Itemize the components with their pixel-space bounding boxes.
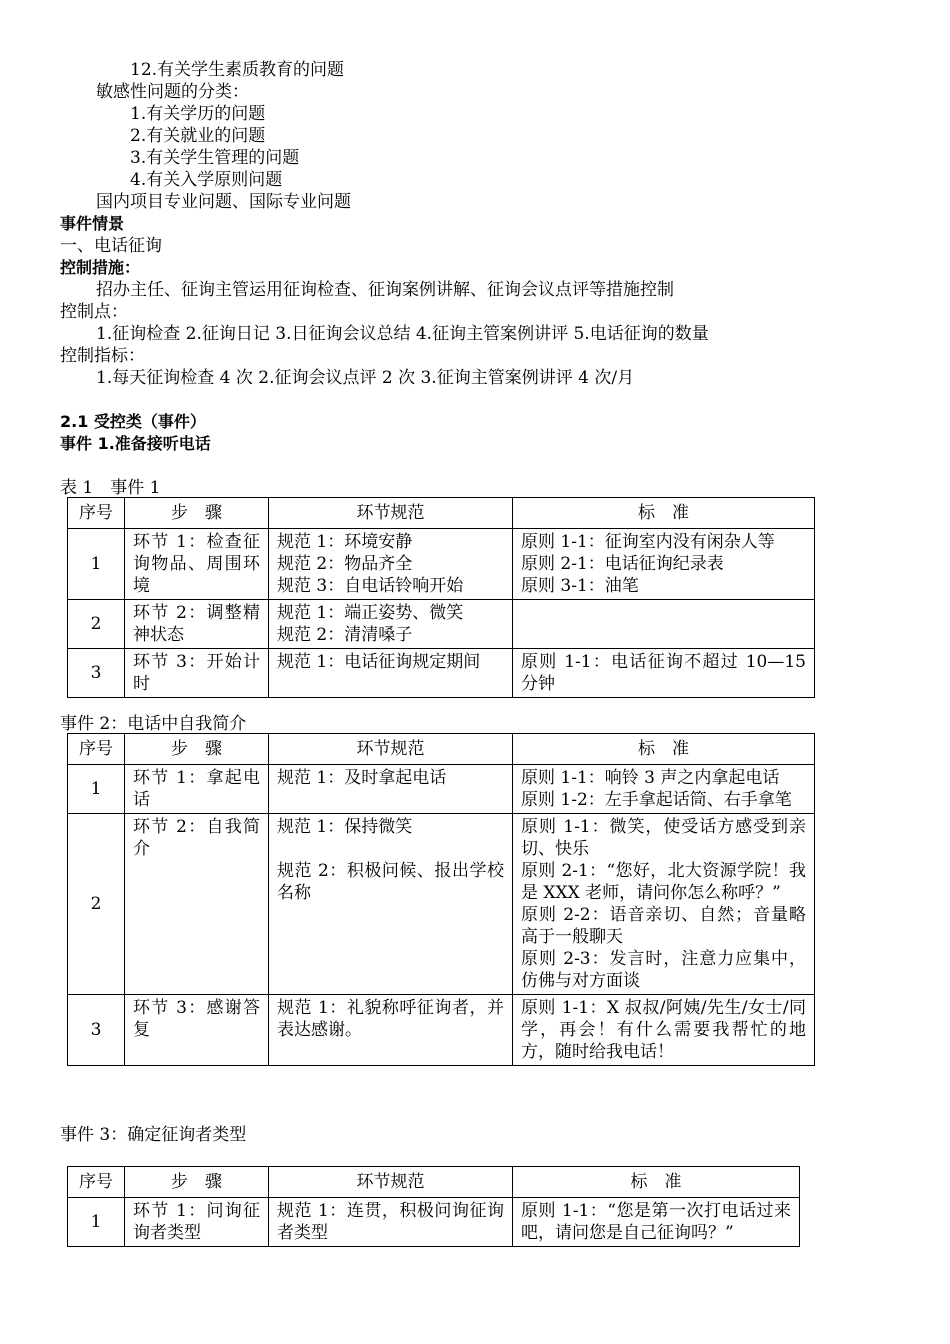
norm-line: 规范 3：自电话铃响开始	[277, 576, 464, 596]
norm-line: 规范 1：保持微笑	[277, 817, 413, 837]
table-event-1	[67, 497, 815, 698]
norm-cell	[269, 529, 513, 600]
row-number-cell: 1	[68, 1198, 125, 1247]
table-row	[68, 765, 815, 814]
table-row	[68, 814, 815, 995]
step-cell	[125, 600, 269, 649]
table-row	[68, 1198, 800, 1247]
section-heading: 2.1 受控类（事件）	[60, 412, 206, 431]
event1-heading: 事件 1.准备接听电话	[60, 434, 211, 453]
step-cell	[125, 765, 269, 814]
step-text: 环节 3：感谢答复	[133, 998, 260, 1040]
step-cell	[125, 649, 269, 698]
col-header-step: 步 骤	[125, 498, 269, 529]
table3-caption: 事件 3：确定征询者类型	[60, 1125, 247, 1145]
norm-cell	[269, 600, 513, 649]
norm-line: 规范 2：清清嗓子	[277, 625, 413, 645]
step-text: 环节 1：拿起电话	[133, 768, 260, 810]
standard-cell	[513, 765, 815, 814]
col-header-step: 步 骤	[125, 734, 269, 765]
standard-line: 原则 1-1：响铃 3 声之内拿起电话	[521, 768, 780, 788]
step-cell	[125, 1198, 269, 1247]
standard-line: 原则 2-3：发言时，注意力应集中，仿佛与对方面谈	[521, 949, 806, 991]
norm-line	[277, 838, 504, 860]
standard-line: 原则 3-1：油笔	[521, 576, 639, 596]
standard-line: 原则 1-1：微笑，使受话方感受到亲切、快乐	[521, 817, 806, 859]
standard-cell	[513, 814, 815, 995]
sensitive-item-2: 2.有关就业的问题	[130, 126, 266, 146]
norm-line: 规范 1：电话征询规定期间	[277, 652, 481, 672]
table-header-row	[68, 734, 815, 765]
scenario-subheading: 一、电话征询	[60, 236, 162, 256]
col-header-no: 序号	[68, 1167, 125, 1198]
standard-cell	[513, 995, 815, 1066]
row-number-cell: 2	[68, 600, 125, 649]
col-header-norm: 环节规范	[269, 498, 513, 529]
sensitive-heading: 敏感性问题的分类：	[96, 82, 249, 102]
step-text: 环节 2：自我简介	[133, 817, 260, 859]
table2-caption: 事件 2：电话中自我简介	[60, 714, 247, 734]
control-measures-text: 招办主任、征询主管运用征询检查、征询案例讲解、征询会议点评等措施控制	[96, 280, 674, 300]
table-event-3	[67, 1166, 800, 1247]
col-header-norm: 环节规范	[269, 734, 513, 765]
norm-cell	[269, 649, 513, 698]
row-number-cell: 3	[68, 995, 125, 1066]
standard-line: 原则 1-1：电话征询不超过 10—15 分钟	[521, 652, 806, 694]
sensitive-item-4: 4.有关入学原则问题	[130, 170, 283, 190]
table-row	[68, 600, 815, 649]
standard-cell	[513, 1198, 800, 1247]
table-row	[68, 529, 815, 600]
table-row	[68, 995, 815, 1066]
norm-cell	[269, 814, 513, 995]
table-header-row	[68, 1167, 800, 1198]
sensitive-item-3: 3.有关学生管理的问题	[130, 148, 300, 168]
step-text: 环节 2：调整精神状态	[133, 603, 260, 645]
norm-cell	[269, 765, 513, 814]
standard-line: 原则 1-1：X 叔叔/阿姨/先生/女士/同学，再会！有什么需要我帮忙的地方，随时给我电话！	[521, 998, 806, 1062]
table1-caption: 表 1 事件 1	[60, 478, 161, 498]
step-cell	[125, 995, 269, 1066]
col-header-standard: 标 准	[513, 1167, 800, 1198]
row-number-cell: 1	[68, 765, 125, 814]
standard-line: 原则 2-1：电话征询纪录表	[521, 554, 724, 574]
standard-line: 原则 2-1：“您好，北大资源学院！我是 XXX 老师，请问你怎么称呼？”	[521, 861, 806, 903]
norm-cell	[269, 1198, 513, 1247]
col-header-norm: 环节规范	[269, 1167, 513, 1198]
step-text: 环节 1：检查征询物品、周围环境	[133, 532, 260, 596]
control-indicators-text: 1.每天征询检查 4 次 2.征询会议点评 2 次 3.征询主管案例讲评 4 次/月	[96, 368, 635, 388]
col-header-no: 序号	[68, 734, 125, 765]
control-points-label: 控制点：	[60, 302, 128, 322]
norm-cell	[269, 995, 513, 1066]
standard-cell	[513, 600, 815, 649]
control-points-text: 1.征询检查 2.征询日记 3.日征询会议总结 4.征询主管案例讲评 5.电话征询的数量	[96, 324, 709, 344]
row-number-cell: 1	[68, 529, 125, 600]
domestic-line: 国内项目专业问题、国际专业问题	[96, 192, 351, 212]
standard-line: 原则 1-1：“您是第一次打电话过来吧，请问您是自己征询吗？”	[521, 1201, 791, 1243]
col-header-step: 步 骤	[125, 1167, 269, 1198]
table-header-row	[68, 498, 815, 529]
row-number-cell: 3	[68, 649, 125, 698]
step-text: 环节 3：开始计时	[133, 652, 260, 694]
col-header-standard: 标 准	[513, 734, 815, 765]
standard-cell	[513, 529, 815, 600]
table-row	[68, 649, 815, 698]
col-header-standard: 标 准	[513, 498, 815, 529]
control-indicators-label: 控制指标：	[60, 346, 145, 366]
col-header-no: 序号	[68, 498, 125, 529]
standard-line: 原则 1-1：征询室内没有闲杂人等	[521, 532, 775, 552]
standard-line: 原则 1-2：左手拿起话筒、右手拿笔	[521, 790, 792, 810]
control-measures-label: 控制措施：	[60, 258, 141, 277]
row-number-cell: 2	[68, 814, 125, 995]
norm-line: 规范 1：礼貌称呼征询者，并表达感谢。	[277, 998, 504, 1040]
norm-line: 规范 1：连贯，积极问询征询者类型	[277, 1201, 504, 1243]
norm-line: 规范 1：环境安静	[277, 532, 413, 552]
step-cell	[125, 814, 269, 995]
step-text: 环节 1：问询征询者类型	[133, 1201, 260, 1243]
table-event-2	[67, 733, 815, 1066]
sensitive-item-1: 1.有关学历的问题	[130, 104, 266, 124]
standard-cell	[513, 649, 815, 698]
norm-line: 规范 1：及时拿起电话	[277, 768, 447, 788]
norm-line: 规范 2：积极问候、报出学校名称	[277, 861, 504, 903]
scenario-heading: 事件情景	[60, 214, 125, 233]
norm-line: 规范 2：物品齐全	[277, 554, 413, 574]
norm-line: 规范 1：端正姿势、微笑	[277, 603, 464, 623]
intro-item-12: 12.有关学生素质教育的问题	[130, 60, 345, 80]
step-cell	[125, 529, 269, 600]
standard-line: 原则 2-2：语音亲切、自然；音量略高于一般聊天	[521, 905, 806, 947]
